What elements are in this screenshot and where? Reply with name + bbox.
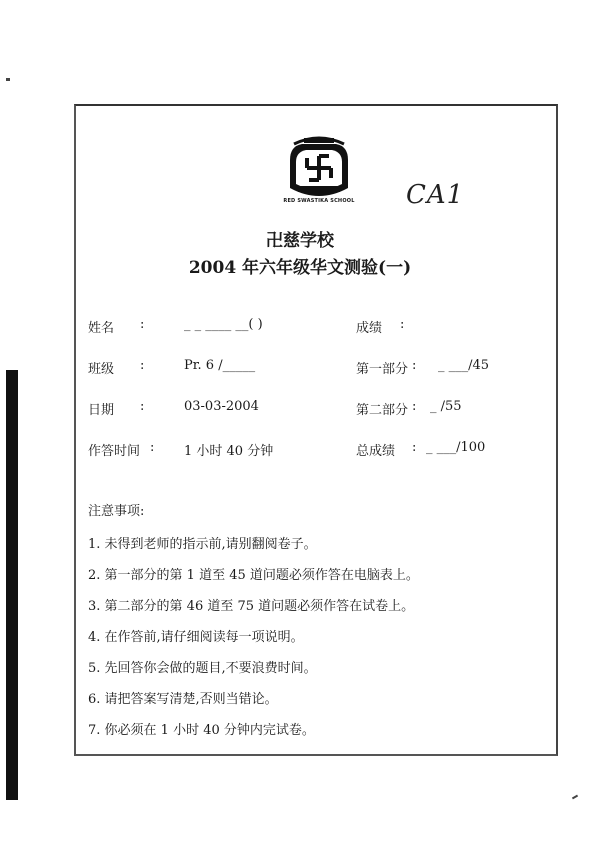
part-two-colon: : bbox=[412, 399, 417, 414]
note-item: 1. 未得到老师的指示前,请别翻阅卷子。 bbox=[88, 537, 317, 552]
class-field[interactable]: Pr. 6 /_____ bbox=[184, 358, 256, 373]
name-label: 姓名 bbox=[88, 321, 115, 336]
date-colon: : bbox=[140, 399, 145, 414]
handwritten-note: CA1 bbox=[406, 180, 465, 210]
school-logo-icon bbox=[282, 130, 356, 206]
total-colon: : bbox=[412, 440, 417, 455]
note-item: 4. 在作答前,请仔细阅读每一项说明。 bbox=[88, 630, 304, 645]
part-one-colon: : bbox=[412, 358, 417, 373]
class-colon: : bbox=[140, 358, 145, 373]
part-two-label: 第二部分 bbox=[356, 403, 409, 418]
time-value: 1 小时 40 分钟 bbox=[184, 444, 274, 459]
date-label: 日期 bbox=[88, 403, 115, 418]
name-colon: : bbox=[140, 317, 145, 332]
time-label: 作答时间 bbox=[88, 444, 141, 459]
scan-speck bbox=[6, 78, 10, 81]
logo-caption: RED SWASTIKA SCHOOL bbox=[283, 198, 355, 204]
grade-label: 成绩 bbox=[356, 321, 383, 336]
note-item: 2. 第一部分的第 1 道至 45 道问题必须作答在电脑表上。 bbox=[88, 568, 419, 583]
note-item: 5. 先回答你会做的题目,不要浪费时间。 bbox=[88, 661, 317, 676]
part-two-score-field[interactable]: _ /55 bbox=[430, 399, 462, 414]
note-item: 6. 请把答案写清楚,否则当错论。 bbox=[88, 692, 278, 707]
part-one-score-field[interactable]: _ ___/45 bbox=[438, 358, 490, 373]
note-item: 3. 第二部分的第 46 道至 75 道问题必须作答在试卷上。 bbox=[88, 599, 415, 614]
exam-title: 2004 年六年级华文测验(一) bbox=[188, 258, 412, 278]
notes-title: 注意事项: bbox=[88, 504, 145, 519]
part-one-label: 第一部分 bbox=[356, 362, 409, 377]
total-label: 总成绩 bbox=[356, 444, 396, 459]
class-label: 班级 bbox=[88, 362, 115, 377]
school-name: 卍慈学校 bbox=[266, 231, 334, 251]
scan-speck bbox=[572, 795, 578, 800]
time-colon: : bbox=[150, 440, 155, 455]
date-value: 03-03-2004 bbox=[184, 399, 259, 414]
grade-colon: : bbox=[400, 317, 405, 332]
note-item: 7. 你必须在 1 小时 40 分钟内完试卷。 bbox=[88, 723, 315, 738]
name-field[interactable]: _ _ ____ __( ) bbox=[184, 317, 263, 332]
scan-edge-shadow bbox=[6, 370, 18, 800]
total-score-field[interactable]: _ ___/100 bbox=[426, 440, 486, 455]
